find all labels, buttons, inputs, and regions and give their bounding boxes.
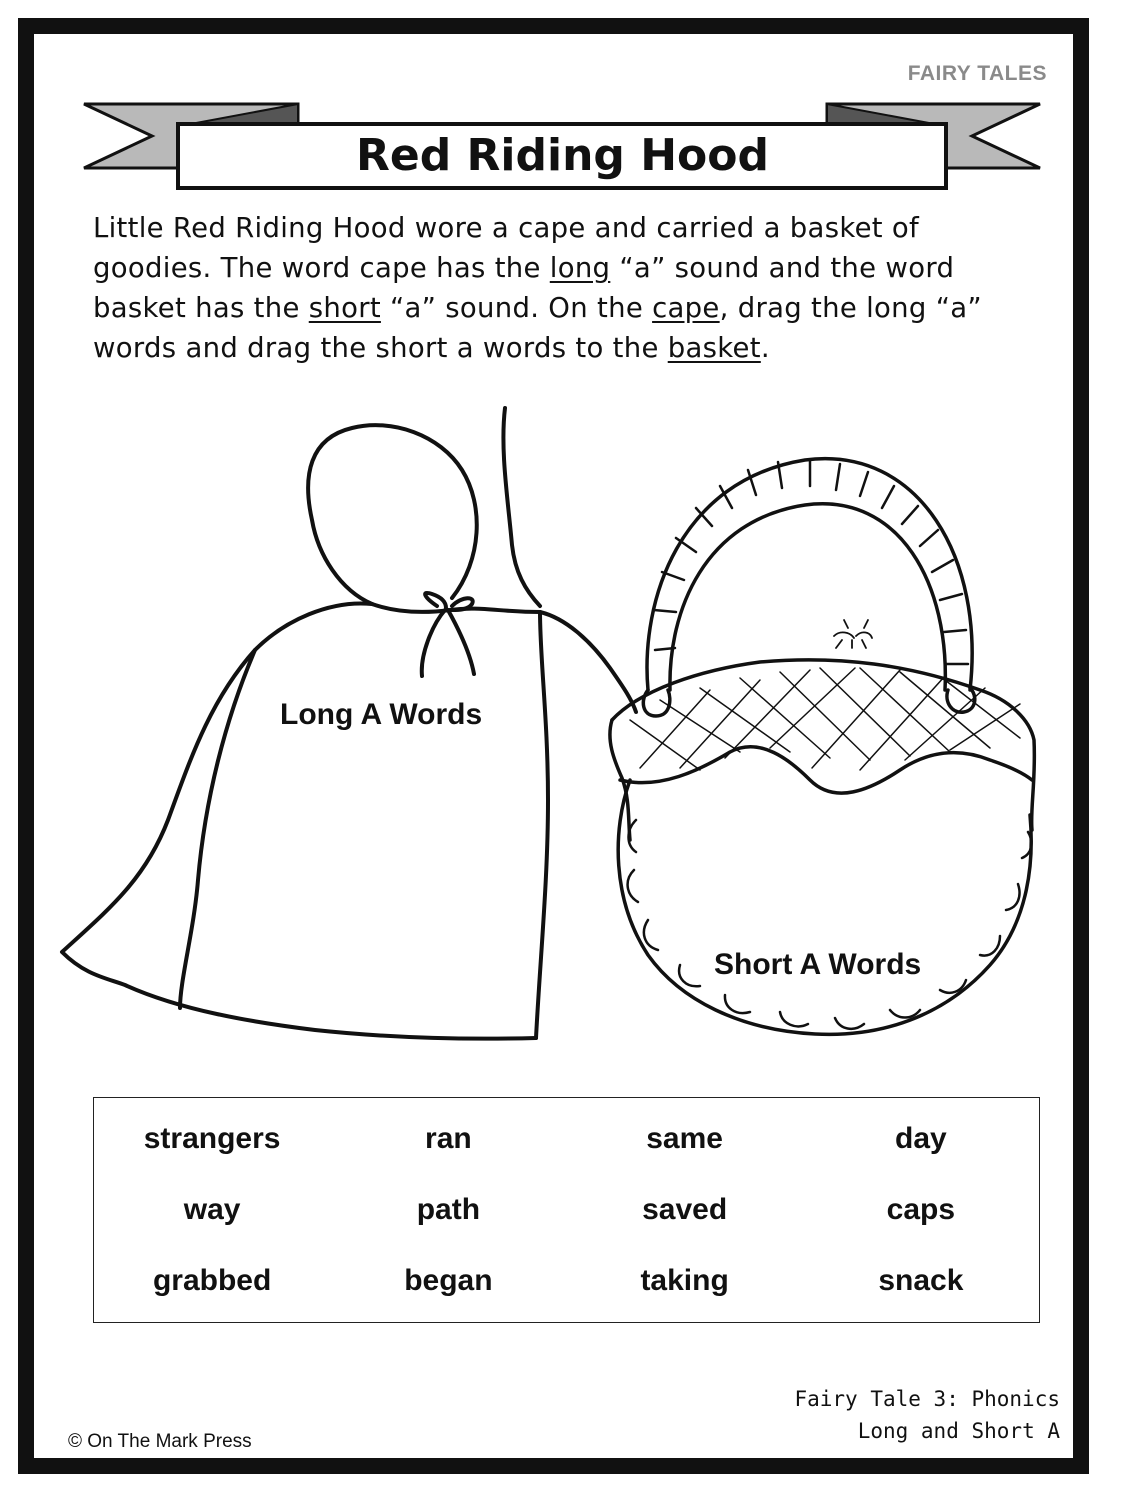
- series-label: FAIRY TALES: [907, 62, 1047, 85]
- word-tile[interactable]: path: [416, 1192, 481, 1226]
- footer-caption: [794, 1383, 1060, 1447]
- footer-line-1: Fairy Tale 3: Phonics: [794, 1387, 1060, 1411]
- word-tile[interactable]: caps: [886, 1192, 956, 1226]
- word-tile[interactable]: saved: [642, 1192, 728, 1226]
- basket-zone-label: Short A Words: [714, 948, 922, 981]
- page-title: Red Riding Hood: [356, 130, 769, 181]
- cape-zone-label: Long A Words: [280, 698, 483, 731]
- word-tile[interactable]: grabbed: [152, 1263, 272, 1297]
- instructions-underline-long: long: [549, 252, 611, 284]
- footer-line-2: Long and Short A: [857, 1419, 1060, 1443]
- word-tile[interactable]: ran: [425, 1122, 472, 1156]
- word-tile[interactable]: way: [183, 1192, 241, 1226]
- instructions-underline-basket: basket: [667, 332, 761, 364]
- instructions-part: “a” sound and the word basket has the: [93, 252, 955, 324]
- instructions-underline-short: short: [308, 292, 381, 324]
- instructions-part: Little Red Riding Hood wore a cape and carried a basket of goodies. The word cape has the: [93, 212, 920, 284]
- word-tile[interactable]: snack: [878, 1263, 964, 1297]
- instructions-part: , drag the long “a” words and drag the short a words to the: [93, 292, 982, 364]
- copyright-notice: © On The Mark Press: [68, 1431, 252, 1452]
- word-tile[interactable]: day: [895, 1122, 947, 1156]
- word-tile[interactable]: same: [646, 1122, 723, 1156]
- word-tile[interactable]: strangers: [143, 1122, 281, 1156]
- instructions-underline-cape: cape: [652, 292, 720, 324]
- word-bank: [93, 1097, 1040, 1323]
- word-tile[interactable]: began: [404, 1263, 493, 1297]
- word-tile[interactable]: taking: [640, 1263, 729, 1297]
- instructions-part: “a” sound. On the: [380, 292, 653, 324]
- instructions-part: .: [760, 332, 770, 364]
